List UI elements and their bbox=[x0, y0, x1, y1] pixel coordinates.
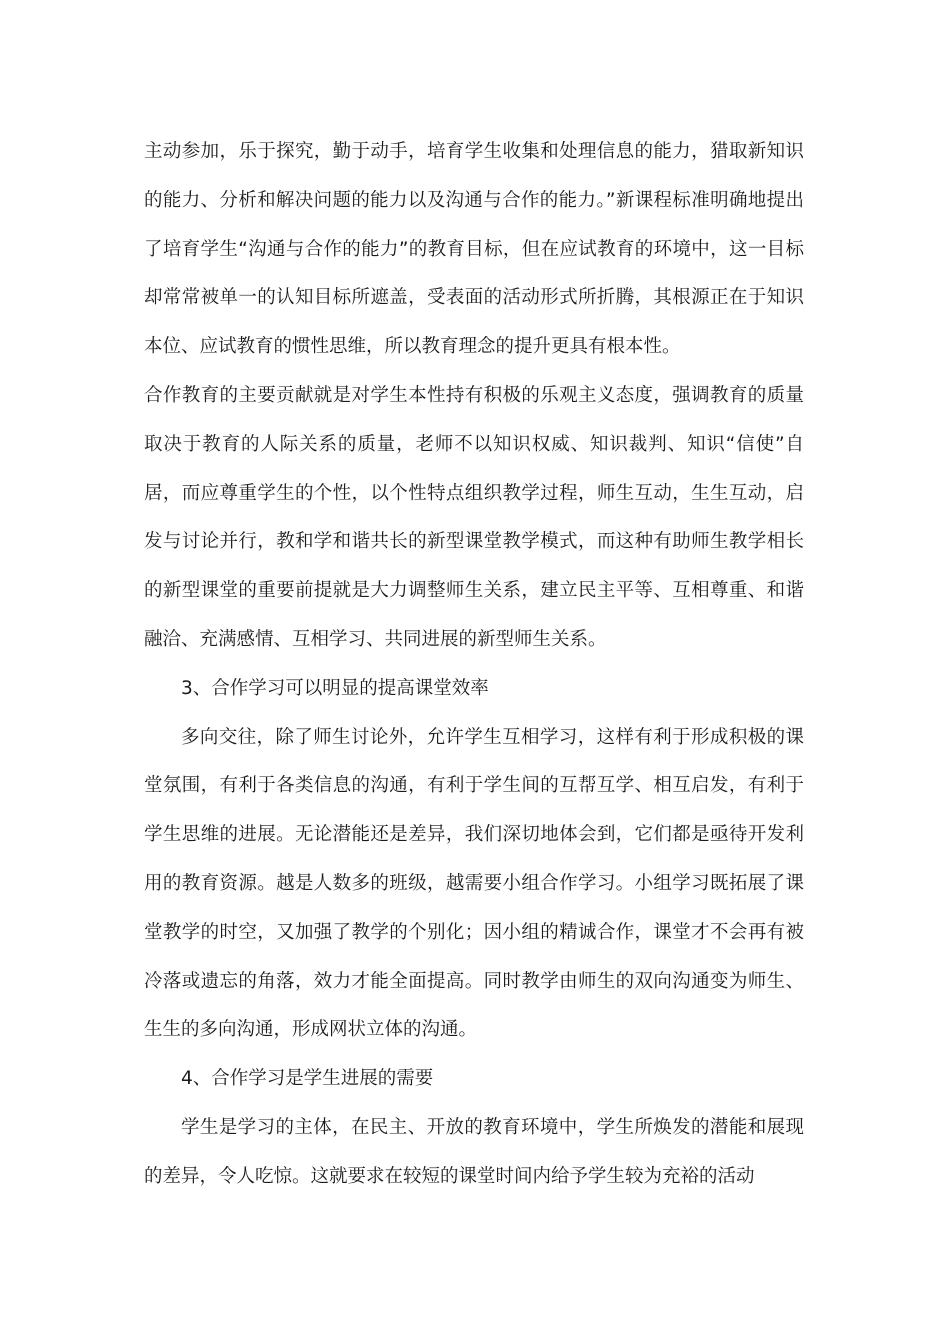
section-4-body: 学生是学习的主体，在民主、开放的教育环境中，学生所焕发的潜能和展现的差异，令人吃惊。这就要求在较短的课堂时间内给予学生较为充裕的活动 bbox=[144, 1116, 804, 1187]
section-4-heading: 4、合作学习是学生进展的需要 bbox=[181, 1068, 434, 1090]
section-3-heading: 3、合作学习可以明显的提高课堂效率 bbox=[181, 677, 489, 699]
section-3-body: 多向交往，除了师生讨论外，允许学生互相学习，这样有利于形成积极的课堂氛围，有利于各类信息的沟通，有利于学生间的互帮互学、相互启发，有利于学生思维的进展。无论潜能还是差异，我们深切地体会到，它们都是亟待开发利用的教育资源。越是人数多的班级，越需要小组合作学习。小组学习既拓展了课堂教学的时空，又加强了教学的个别化；因小组的精诚合作，课堂才不会再有被冷落或遗忘的角落，效力才能全面提高。同时教学由师生的双向沟通变为师生、生生的多向沟通，形成网状立体的沟通。 bbox=[144, 726, 804, 1041]
paragraph-continuation: 主动参加，乐于探究，勤于动手，培育学生收集和处理信息的能力，猎取新知识的能力、分析和解决问题的能力以及沟通与合作的能力。”新课程标准明确地提出了培育学生“沟通与合作的能力”的教育目标，但在应试教育的环境中，这一目标却常常被单一的认知目标所遮盖，受表面的活动形式所折腾，其根源正在于知识本位、应试教育的惯性思维，所以教育理念的提升更具有根本性。 bbox=[144, 141, 804, 358]
document-body bbox=[144, 128, 804, 1202]
paragraph-cooperative-education: 合作教育的主要贡献就是对学生本性持有积极的乐观主义态度，强调教育的质量取决于教育的人际关系的质量，老师不以知识权威、知识裁判、知识“信使”自居，而应尊重学生的个性，以个性特点组织教学过程，师生互动，生生互动，启发与讨论并行，教和学和谐共长的新型课堂教学模式，而这种有助师生教学相长的新型课堂的重要前提就是大力调整师生关系，建立民主平等、互相尊重、和谐融洽、充满感情、互相学习、共同进展的新型师生关系。 bbox=[144, 384, 804, 650]
